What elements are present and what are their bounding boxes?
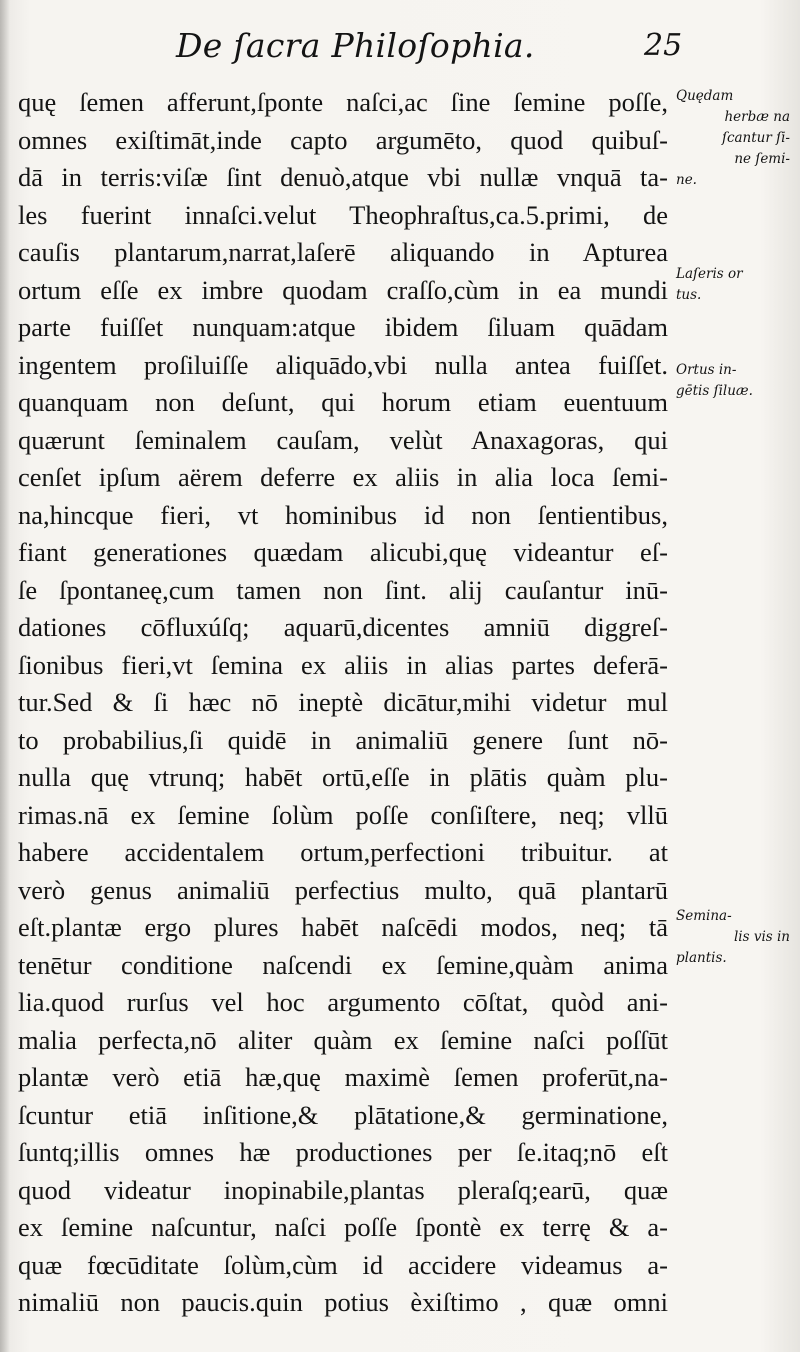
text-line: ex ſemine naſcuntur, naſci poſſe ſpontè ex terrę & a-: [18, 1212, 668, 1242]
page-number: 25: [644, 28, 683, 63]
text-line: quanquam non deſunt, qui horum etiam euentuum: [18, 387, 668, 417]
text-line: ſe ſpontaneę,cum tamen non ſint. alij cauſantur inū-: [18, 574, 668, 605]
text-line: les fuerint innaſci.velut Theophraſtus,ca.5.primi, de: [18, 199, 668, 230]
text-line: rimas.nā ex ſemine ſolùm poſſe conſiſtere, neq; vllū: [18, 799, 668, 830]
text-line: ſuntq;illis omnes hæ productiones per ſe.itaq;nō eſt: [18, 1137, 668, 1167]
text-line: tenētur conditione naſcendi ex ſemine,quàm anima: [18, 949, 668, 980]
marginal-note-ortus-ingentis-silvae: [676, 360, 794, 402]
note-line: Laſeris or: [676, 266, 743, 282]
text-line: cenſet ipſum aërem deferre ex aliis in alia loca ſemi-: [18, 462, 668, 492]
note-line: ne.: [676, 172, 697, 188]
marginal-notes: [676, 0, 794, 1352]
text-line: ortum eſſe ex imbre quodam craſſo,cùm in ea mundi: [18, 274, 668, 305]
running-head: [176, 26, 696, 76]
note-line: ne ſemi-: [734, 151, 790, 167]
main-text-block: [18, 84, 668, 1322]
text-line: cauſis plantarum,narrat,laſerē aliquando in Apturea: [18, 237, 668, 267]
marginal-note-laseris-ortus: [676, 264, 794, 306]
text-line: plantæ verò etiā hæ,quę maximè ſemen proferūt,na-: [18, 1062, 668, 1092]
text-line: dationes cōfluxúſq; aquarū,dicentes amniū diggreſ-: [18, 612, 668, 642]
running-title: De ſacra Philoſophia.: [176, 26, 535, 65]
text-line: parte fuiſſet nunquam:atque ibidem ſiluam quādam: [18, 312, 668, 342]
note-line: gētis ſiluæ.: [676, 383, 753, 399]
text-line: quę ſemen afferunt,ſponte naſci,ac ſine ſemine poſſe,: [18, 87, 668, 117]
note-line: tus.: [676, 287, 702, 303]
text-line: to probabilius,ſi quidē in animaliū genere ſunt nō-: [18, 724, 668, 755]
note-line: herbæ na: [724, 109, 790, 125]
marginal-note-quaedam-herbae: [676, 86, 794, 191]
text-line: ſionibus fieri,vt ſemina ex aliis in alias partes deferā-: [18, 649, 668, 680]
gutter-shadow: [0, 0, 10, 1352]
note-line: Ortus in-: [676, 362, 737, 378]
text-line: fiant generationes quædam alicubi,quę videantur eſ-: [18, 537, 668, 567]
text-line: tur.Sed & ſi hæc nō ineptè dicātur,mihi videtur mul: [18, 687, 668, 717]
text-line: ſcuntur etiā inſitione,& plātatione,& germinatione,: [18, 1099, 668, 1130]
text-line: nimaliū non paucis.quin potius èxiſtimo , quæ omni: [18, 1287, 668, 1317]
text-line: na,hincque fieri, vt hominibus id non ſentientibus,: [18, 499, 668, 530]
text-line: eſt.plantæ ergo plures habēt naſcēdi modos, neq; tā: [18, 912, 668, 942]
note-line: Semina-: [676, 908, 732, 924]
text-line: verò genus animaliū perfectius multo, quā plantarū: [18, 874, 668, 905]
text-line: omnes exiſtimāt,inde capto argumēto, quod quibuſ-: [18, 124, 668, 155]
marginal-note-seminalis-vis: [676, 906, 794, 969]
note-line: Quędam: [676, 88, 734, 104]
note-line: plantis.: [676, 950, 727, 966]
note-line: ſcantur ſi-: [721, 130, 790, 146]
text-line: malia perfecta,nō aliter quàm ex ſemine naſci poſſūt: [18, 1024, 668, 1055]
text-line: habere accidentalem ortum,perfectioni tribuitur. at: [18, 837, 668, 867]
text-line: quæ fœcūditate ſolùm,cùm id accidere videamus a-: [18, 1249, 668, 1280]
text-line: quod videatur inopinabile,plantas pleraſq;earū, quæ: [18, 1174, 668, 1205]
text-line: dā in terris:viſæ ſint denuò,atque vbi nullæ vnquā ta-: [18, 162, 668, 192]
text-line: nulla quę vtrunq; habēt ortū,eſſe in plātis quàm plu-: [18, 762, 668, 792]
text-line: lia.quod rurſus vel hoc argumento cōſtat, quòd ani-: [18, 987, 668, 1017]
text-line: ingentem proſiluiſſe aliquādo,vbi nulla antea fuiſſet.: [18, 349, 668, 380]
note-line: lis vis in: [733, 929, 790, 945]
text-line: quærunt ſeminalem cauſam, velùt Anaxagoras, qui: [18, 424, 668, 455]
